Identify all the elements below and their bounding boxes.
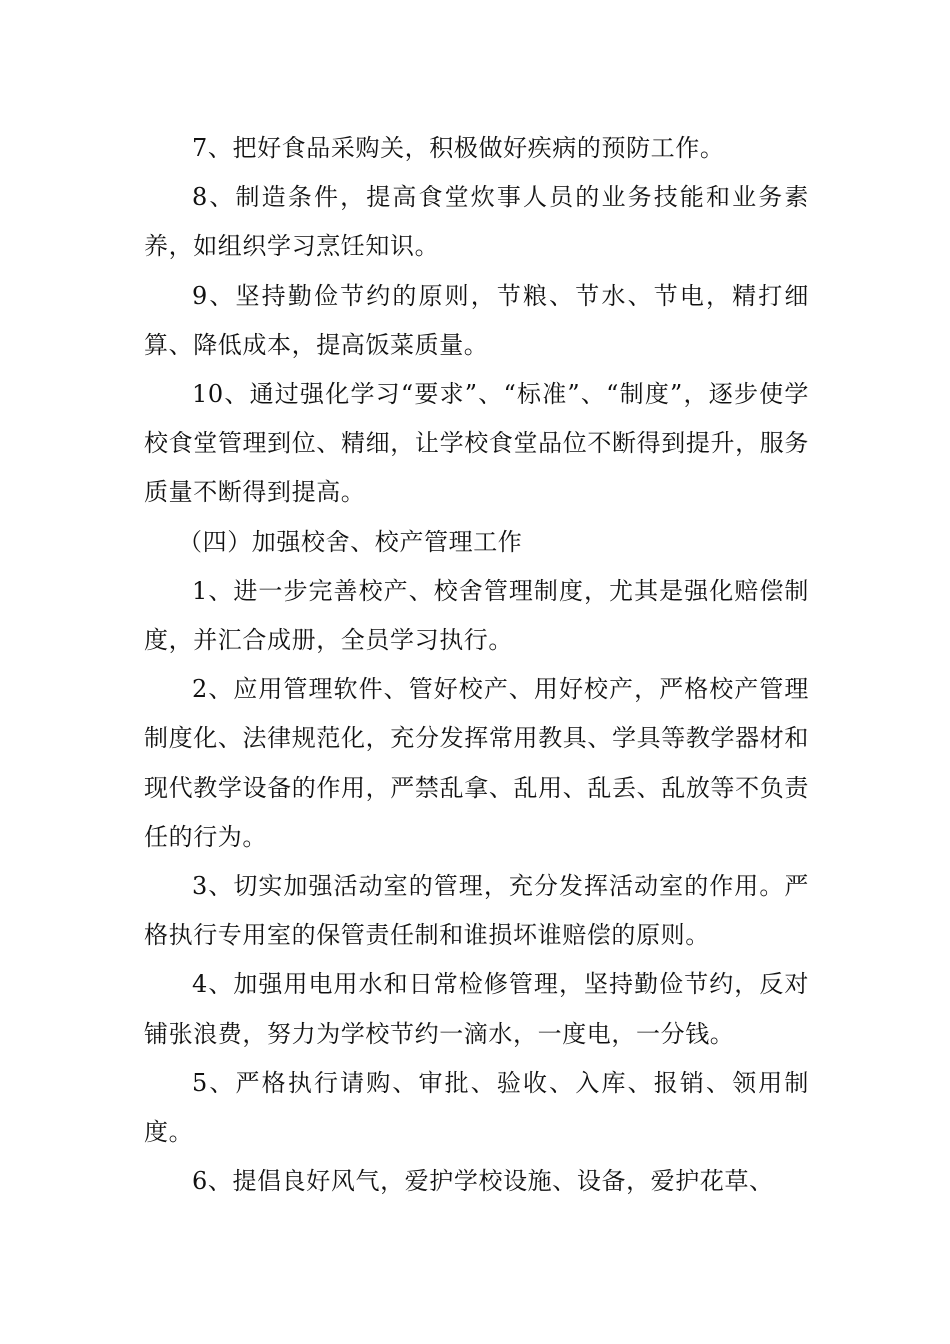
paragraph-item-4: 4、加强用电用水和日常检修管理，坚持勤俭节约，反对铺张浪费，努力为学校节约一滴水，一度电，一分钱。 xyxy=(144,970,809,1048)
paragraph-item-10: 10、通过强化学习“要求”、“标准”、“制度”，逐步使学校食堂管理到位、精细，让学校食堂品位不断得到提升，服务质量不断得到提高。 xyxy=(144,380,809,507)
paragraph-item-6: 6、提倡良好风气，爱护学校设施、设备，爱护花草、 xyxy=(192,1167,774,1196)
paragraph-item-9: 9、坚持勤俭节约的原则，节粮、节水、节电，精打细算、降低成本，提高饭菜质量。 xyxy=(144,281,809,359)
paragraph-item-1: 1、进一步完善校产、校舍管理制度，尤其是强化赔偿制度，并汇合成册，全员学习执行。 xyxy=(144,576,809,655)
document-body xyxy=(144,124,809,1206)
paragraph-item-7: 7、把好食品采购关，积极做好疾病的预防工作。 xyxy=(192,134,725,162)
section-heading: （四）加强校舍、校产管理工作 xyxy=(178,527,523,556)
paragraph-item-2: 2、应用管理软件、管好校产、用好校产，严格校产管理制度化、法律规范化，充分发挥常用教具、学具等教学器材和现代教学设备的作用，严禁乱拿、乱用、乱丢、乱放等不负责任的行为。 xyxy=(144,675,809,851)
paragraph-item-8: 8、制造条件，提高食堂炊事人员的业务技能和业务素养，如组织学习烹饪知识。 xyxy=(144,183,809,261)
paragraph-item-3: 3、切实加强活动室的管理，充分发挥活动室的作用。严格执行专用室的保管责任制和谁损坏谁赔偿的原则。 xyxy=(144,872,809,950)
paragraph-item-5: 5、严格执行请购、审批、验收、入库、报销、领用制度。 xyxy=(144,1068,809,1147)
